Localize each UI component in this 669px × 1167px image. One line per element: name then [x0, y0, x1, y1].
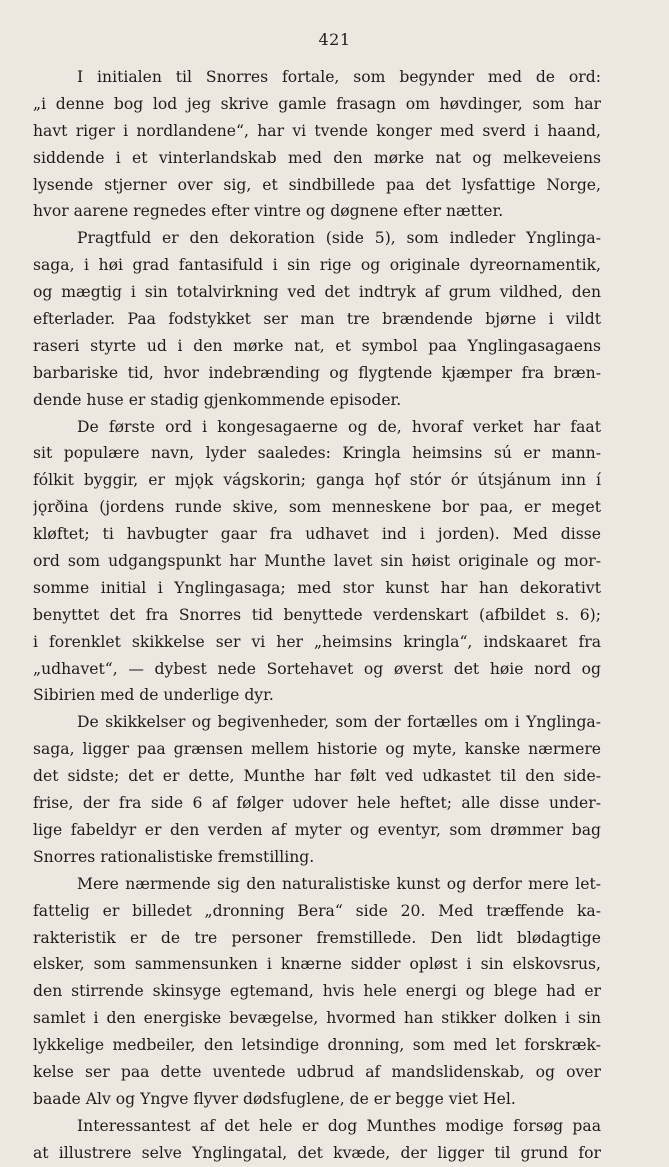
text-line: lige fabeldyr er den verden af myter og eventyr, som drømmer bag [33, 820, 601, 839]
page-number: 421 [318, 30, 351, 49]
text-line: Pragtfuld er den dekoration (side 5), som indleder Ynglinga- [77, 229, 601, 248]
text-line: ord som udgangspunkt har Munthe lavet sin høist originale og mor- [33, 552, 601, 571]
text-line: lykkelige medbeiler, den letsindige dronning, som med let forskræk- [33, 1036, 601, 1055]
text-line: kløftet; ti havbugter gaar fra udhavet ind i jorden). Med disse [33, 525, 601, 544]
text-line: barbariske tid, hvor indebrænding og flygtende kjæmper fra bræn- [33, 363, 601, 382]
text-line: samlet i den energiske bevægelse, hvormed han stikker dolken i sin [33, 1009, 601, 1028]
text-line: dende huse er stadig gjenkommende episoder. [33, 390, 402, 409]
text-line: saga, i høi grad fantasifuld i sin rige og originale dyreornamentik, [33, 256, 601, 275]
text-line: „i denne bog lod jeg skrive gamle frasagn om høvdinger, som har [33, 94, 601, 113]
text-line: sit populære navn, lyder saaledes: Kringla heimsins sú er mann- [33, 444, 601, 463]
text-line: benyttet det fra Snorres tid benyttede verdenskart (afbildet s. 6); [33, 605, 601, 624]
text-line: elsker, som sammensunken i knærne sidder opløst i sin elskovsrus, [33, 955, 601, 974]
text-line: saga, ligger paa grænsen mellem historie og myte, kanske nærmere [33, 740, 601, 759]
text-line: og mægtig i sin totalvirkning ved det indtryk af grum vildhed, den [33, 283, 601, 302]
text-line: Sibirien med de underlige dyr. [33, 686, 274, 705]
text-line: havt riger i nordlandene“, har vi tvende konger med sverd i haand, [33, 121, 601, 140]
text-line: i forenklet skikkelse ser vi her „heimsins kringla“, indskaaret fra [33, 632, 601, 651]
text-line: fólkit byggir, er mjǫk vágskorin; ganga hǫf stór ór útsjánum inn í [33, 471, 601, 490]
text-line: rakteristik er de tre personer fremstillede. Den lidt blødagtige [33, 928, 601, 947]
text-line: somme initial i Ynglingasaga; med stor kunst har han dekorativt [33, 578, 601, 597]
text-line: det sidste; det er dette, Munthe har følt ved udkastet til den side- [33, 767, 601, 786]
text-line: jǫrðina (jordens runde skive, som menneskene bor paa, er meget [33, 498, 601, 517]
text-line: siddende i et vinterlandskab med den mørke nat og melkeveiens [33, 148, 601, 167]
text-line: I initialen til Snorres fortale, som begynder med de ord: [77, 68, 601, 86]
text-line: fattelig er billedet „dronning Bera“ side 20. Med træffende ka- [33, 901, 601, 920]
text-line: lysende stjerner over sig, et sindbillede paa det lysfattige Norge, [33, 175, 601, 194]
text-line: Interessantest af det hele er dog Munthes modige forsøg paa [77, 1116, 601, 1135]
body-text [33, 64, 601, 1167]
text-line: De skikkelser og begivenheder, som der fortælles om i Ynglinga- [77, 713, 601, 732]
text-line: frise, der fra side 6 af følger udover hele heftet; alle disse under- [33, 794, 601, 813]
text-line: „udhavet“, — dybest nede Sortehavet og øverst det høie nord og [33, 659, 601, 678]
text-line: baade Alv og Yngve flyver dødsfuglene, de er begge viet Hel. [33, 1089, 516, 1108]
text-line: hvor aarene regnedes efter vintre og døgnene efter nætter. [33, 202, 504, 221]
text-line: Snorres rationalistiske fremstilling. [33, 847, 315, 866]
text-line: De første ord i kongesagaerne og de, hvoraf verket har faat [77, 417, 601, 436]
text-line: Mere nærmende sig den naturalistiske kunst og derfor mere let- [77, 874, 601, 893]
text-line: den stirrende skinsyge egtemand, hvis hele energi og blege had er [33, 982, 601, 1001]
text-line: raseri styrte ud i den mørke nat, et symbol paa Ynglingasagaens [33, 336, 601, 355]
text-line: at illustrere selve Ynglingatal, det kvæde, der ligger til grund for [33, 1143, 601, 1162]
text-line: efterlader. Paa fodstykket ser man tre brændende bjørne i vildt [33, 310, 601, 329]
text-line: kelse ser paa dette uventede udbrud af mandslidenskab, og over [33, 1062, 601, 1081]
